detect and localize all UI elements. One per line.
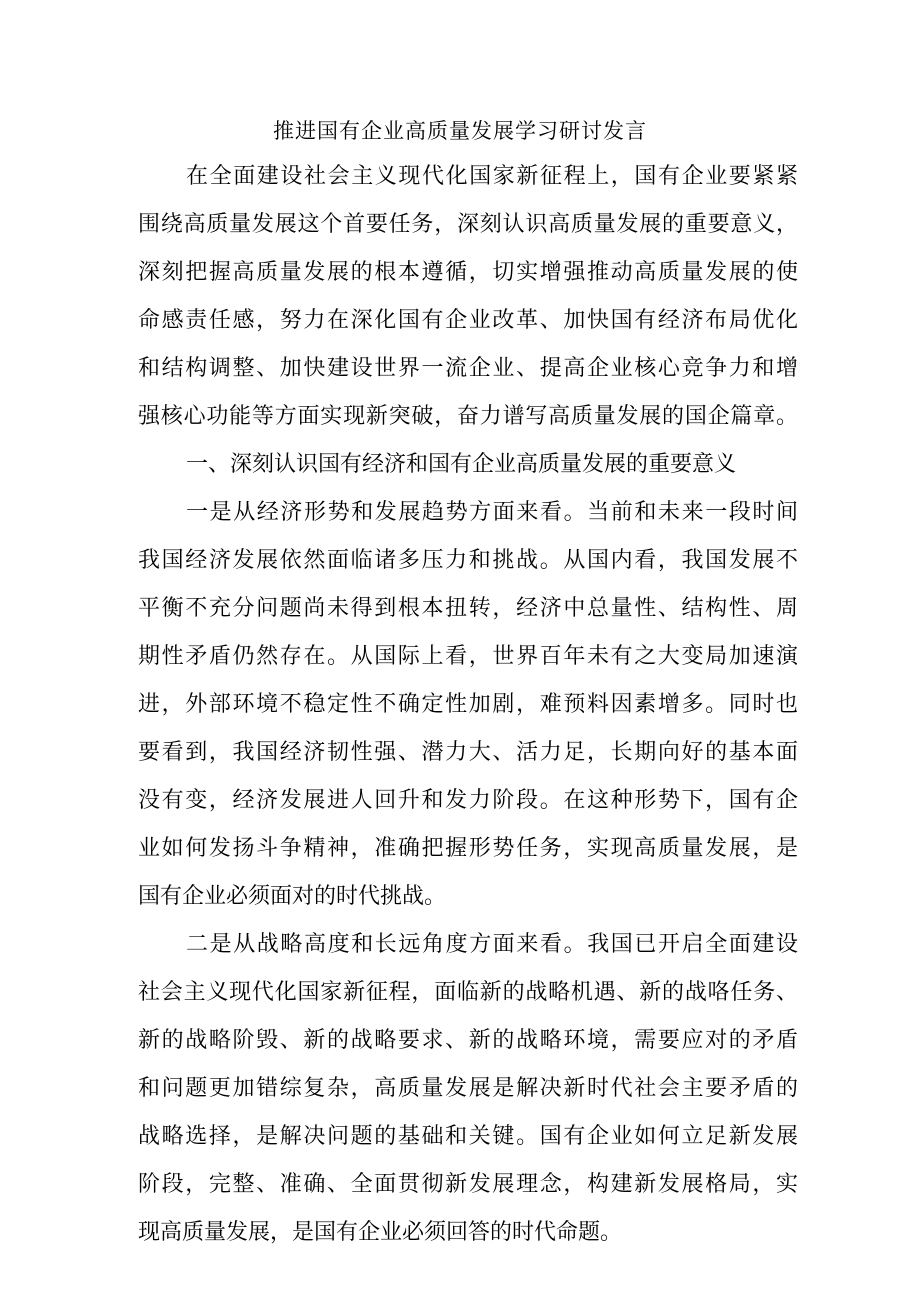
paragraph-line: 现高质量发展，是国有企业必须回答的时代命题。	[138, 1220, 623, 1245]
document-title: 推进国有企业高质量发展学习研讨发言	[273, 119, 647, 143]
paragraph-line: 新的战略阶毁、新的战略要求、新的战略环境，需要应对的矛盾	[138, 1028, 798, 1053]
paragraph-line: 强核心功能等方面实现新突破，奋力谱写高质量发展的国企篇章。	[138, 404, 798, 429]
paragraph-line: 没有变，经济发展进人回升和发力阶段。在这种形势下，国有企	[138, 788, 798, 813]
paragraph-line: 进，外部环境不稳定性不确定性加剧，难预料因素增多。同时也	[138, 692, 798, 717]
paragraph-line: 深刻把握高质量发展的根本遵循，切实增强推动高质量发展的使	[138, 260, 798, 285]
paragraph-line: 我国经济发展依然面临诸多压力和挑战。从国内看，我国发展不	[138, 548, 798, 573]
paragraph-line: 围绕高质量发展这个首要任务，深刻认识高质量发展的重要意义，	[138, 212, 798, 237]
paragraph-line: 战略选择，是解决问题的基础和关键。国有企业如何立足新发展	[138, 1124, 798, 1149]
paragraph-line: 社会主义现代化国家新征程，面临新的战略机遇、新的战咯任务、	[138, 980, 798, 1005]
paragraph-line: 命感责任感，努力在深化国有企业改革、加快国有经济布局优化	[138, 308, 798, 333]
paragraph-line: 在全面建设社会主义现代化国家新征程上，国有企业要紧紧	[186, 164, 798, 189]
paragraph-line: 和结构调整、加快建设世界一流企业、提高企业核心竞争力和增	[138, 356, 798, 381]
section-heading: 一、深刻认识国有经济和国有企业高质量发展的重要意义	[186, 452, 737, 477]
paragraph-line: 业如何发扬斗争精神，准确把握形势任务，实现高质量发展，是	[138, 836, 798, 861]
paragraph-line: 国有企业必须面对的时代挑战。	[138, 884, 447, 909]
paragraph-line: 平衡不充分问题尚未得到根本扭转，经济中总量性、结构性、周	[138, 596, 798, 621]
paragraph-line: 阶段，完整、准确、全面贯彻新发展理念，构建新发展格局，实	[138, 1172, 798, 1197]
paragraph-line: 和问题更加错综复杂，高质量发展是解决新时代社会主要矛盾的	[138, 1076, 798, 1101]
paragraph-line: 二是从战略高度和长远角度方面来看。我国已开启全面建设	[186, 932, 798, 957]
paragraph-line: 期性矛盾仍然存在。从国际上看，世界百年未有之大变局加速演	[138, 644, 798, 669]
paragraph-line: 一是从经济形势和发展趋势方面来看。当前和未来一段时间	[186, 500, 798, 525]
paragraph-line: 要看到，我国经济韧性强、潜力大、活力足，长期向好的基本面	[138, 740, 798, 765]
